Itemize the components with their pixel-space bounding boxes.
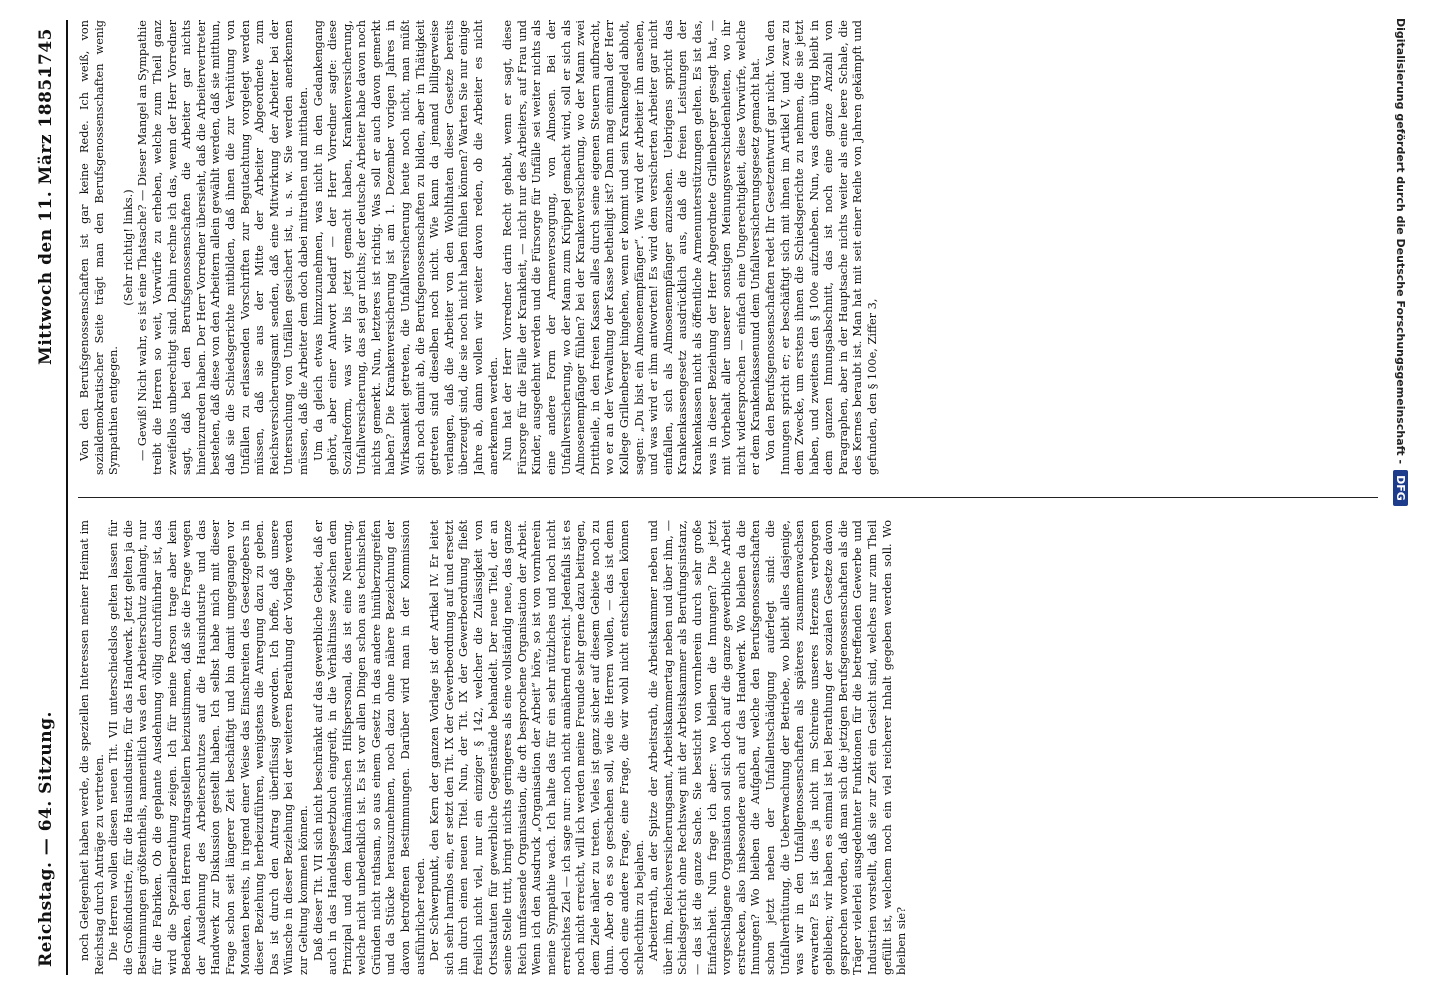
column-divider: [78, 497, 1378, 498]
interjection: (Sehr richtig! links.): [121, 189, 135, 306]
rotated-page-content: [26, 20, 1401, 975]
paragraph: Die Herren wollen diesen neuen Tit. VII unterschiedslos gelten lassen für die Großindustrie, für die Hausindustrie, für das Handwerk. Jetzt gelten ja die Bestimmungen größtentheils, namentlich was den Arbeiterschutz anlangt, nur für die Fabriken. Ob die geplante Ausdehnung völlig durchführbar ist, das wird die Spezialberathung zeigen. Ich für meine Person trage aber kein Bedenken, den Herren Antragstellern beizustimmen, daß sie die Frage wegen der Ausdehnung des Arbeiterschutzes auf die Hausindustrie und das Handwerk zur Diskussion gestellt haben. Ich selbst habe mich mit dieser Frage schon seit längerer Zeit beschäftigt und bin damit umgegangen vor Monaten bereits, in irgend einer Weise das Einschreiten des Gesetzgebers in dieser Beziehung herbeizuführen, wenigstens die Anregung dazu zu geben. Das ist durch den Antrag überflüssig geworden. Ich hoffe, daß unsere Wünsche in dieser Beziehung bei der weiteren Berathung der Vorlage werden zur Geltung kommen können.: [107, 520, 310, 975]
header-date: Mittwoch den 11. März 1885.: [36, 71, 56, 365]
paragraph: Daß dieser Tit. VII sich nicht beschränkt auf das gewerbliche Gebiet, daß er auch in das Handelsgesetzbuch eingreift, in die Verhältnisse zwischen dem Prinzipal und dem kaufmännischen Hilfspersonal, das ist eine Neuerung, welche nicht unbedenklich ist. Es ist vor allen Dingen schon aus technischen Gründen nicht rathsam, so aus einem Gesetz in das andere hinüberzugreifen und da Stücke herauszunehmen, noch dazu ohne nähere Bezeichnung der davon betroffenen Bestimmungen. Darüber wird man in der Kommission ausführlicher reden.: [311, 520, 427, 975]
paragraph: Um da gleich etwas hinzuzunehmen, was nicht in den Gedankengang gehört, aber einer Antwort bedarf — der Herr Vorredner sagte: diese Sozialreform, was wir bis jetzt gemacht haben, Krankenversicherung, Unfallversicherung, das sei gar nichts; der deutsche Arbeiter habe davon noch nichts gemerkt. Nun, letzteres ist richtig. Was soll er auch davon gemerkt haben? Die Krankenversicherung ist am 1. Dezember vorigen Jahres in Wirksamkeit getreten, die Unfallversicherung heute noch nicht, man müßt sich noch damit ab, die Berufsgenossenschaften zu bilden, aber in Thätigkeit getreten sind dieselben noch nicht. Wie kann da jemand billigerweise verlangen, daß die Arbeiter von den Wohlthaten dieser Gesetze bereits überzeugt sind, die sie noch nicht haben fühlen können? Warten Sie nur einige Jahre ab, dann wollen wir weiter davon reden, ob die Arbeiter es nicht anerkennen werden.: [311, 20, 500, 475]
credit-text: Digitalisierung gefördert durch die Deutsche Forschungsgemeinschaft -: [1394, 18, 1407, 465]
page-header: [26, 20, 68, 975]
left-text-column: [78, 520, 1393, 975]
paragraph: Von den Berufsgenossenschaften redet Ihr Gesetzentwurf gar nicht. Von den Innungen spricht er; er beschäftigt sich mit ihnen im Artikel V, und zwar zu dem Zwecke, um erstens ihnen die Schiedsgerichte zu nehmen, die sie jetzt haben, und zweitens den § 100e aufzuheben. Nun, was denn übrig bleibt in dem ganzen Innungsabschnitt, das ist noch eine ganze Anzahl von Paragraphen, aber in der Hauptsache nichts weiter als eine leere Schale, die des Kernes beraubt ist. Man hat mit seit einer Reihe von Jahren gekämpft und gefunden, den § 100e, Ziffer 3,: [763, 20, 880, 475]
paragraph: Nun hat der Herr Vorredner darin Recht gehabt, wenn er sagt, diese Fürsorge für die Fälle der Krankheit, — nicht nur des Arbeiters, auf Frau und Kinder, ausgedehnt werden und die Fürsorge für Unfälle sei weiter nichts als eine andere Form der Armenversorgung, von Almosen. Bei der Unfallversicherung, wo der Mann zum Krüppel gemacht wird, soll er sich als Almosenempfänger fühlen? bei der Krankenversicherung, wo der Mann zwei Drittheile, in den freien Kassen alles durch seine eigenen Steuern aufbracht, wo er an der Verwaltung der Kasse betheiligt ist? Dann mag einmal der Herr Kollege Grillenberger hingehen, wenn er kommt und sein Krankengeld abholt, sagen: „Du bist ein Almosenempfänger“. Wie wird der Arbeiter ihn ansehen, und was wird er ihm antworten! Es wird dem versicherten Arbeiter gar nicht einfallen, sich als Almosenempfänger anzusehen. Uebrigens spricht das Krankenkassengesetz ausdrücklich aus, daß die freien Leistungen der Krankenkassen nicht als öffentliche Armenunterstützungen gelten. Es ist das, was in dieser Beziehung der Herr Abgeordnete Grillenberger gesagt hat, — mit Vorbehalt aller unserer sonstigen Meinungsverschiedenheiten, wo ihr nicht widersprochen — einfach eine Ungerechtigkeit, diese Vorwürfe, welche er dem Krankenkassenund dem Unfallversicherungsgesetz gemacht hat.: [501, 20, 763, 475]
paragraph: — Gewiß! Nicht wahr, es ist eine Thatsache? — Dieser Mangel an Sympathie treibt die Herren so weit, Vorwürfe zu erheben, welche zum Theil ganz zweifellos unberechtigt sind. Dahin rechne ich das, wenn der Herr Vorredner sagt, daß bei den Berufsgenossenschaften die Arbeiter gar nichts hineinzureden haben. Der Herr Vorredner übersieht, daß die Arbeitervertreter bestehen, daß diese von den Arbeitern allein gewählt werden, daß sie mitthun, daß sie die Schiedsgerichte mitbilden, daß ihnen die zur Verhütung von Unfällen zu erlassenden Vorschriften zur Begutachtung vorgelegt werden müssen, daß sie aus der Mitte der Arbeiter Abgeordnete zum Reichsversicherungsamt senden, daß eine Mitwirkung der Arbeiter bei der Untersuchung von Unfällen gesichert ist, u. s. w. Sie werden anerkennen müssen, daß die Arbeiter dem doch dabei mitrathen und mitthaten.: [136, 20, 310, 475]
paragraph: noch Gelegenheit haben werde, die speziellen Interessen meiner Heimat im Reichstag durch Anträge zu vertreten.: [78, 520, 106, 975]
header-session: Reichstag. — 64. Sitzung.: [36, 711, 56, 967]
dfg-logo: DFG: [1393, 470, 1408, 506]
paragraph: Arbeiterrath, an der Spitze der Arbeitsrath, die Arbeitskammer neben und über ihm, Reichsversicherungsamt, Arbeitskammertag neben und über ihm, — Schiedsgericht ohne Rechtsweg mit der Arbeitskammer als Berufungsinstanz, — das ist die ganze Sache. Sie besticht von vornherein durch sehr große Einfachheit. Nun frage ich aber: wo bleiben die Innungen? Die jetzt vorgeschlagene Organisation soll sich doch auf die ganze gewerbliche Arbeit erstrecken, also insbesondere auch auf das Handwerk. Wo bleiben da die Innungen? Wo bleiben die Aufgaben, welche den Berufsgenossenschaften schon jetzt neben der Unfallentschädigung auferlegt sind: die Unfallverhütung, die Ueberwachung der Betriebe, wo bleibt alles dasjenige, was wir in den Unfallgenossenschaften als späteres zusammenwachsen erwarten? Es ist dies ja nicht im Schreine unseres Herzens verborgen geblieben; wir haben es einmal ist bei Berathung der sozialen Gesetze davon gesprochen worden, daß man sich die jetzigen Berufsgenossenschaften als die Träger vielerlei ausgedehnter Funktionen für die betreffenden Gewerbe und Industrien vorstellt, daß sie zur Zeit ein Gesicht sind, welches nur zum Theil gefüllt ist, welchem noch ein viel reicherer Inhalt gegeben werden soll. Wo bleiben sie?: [647, 520, 909, 975]
page-number: 1745: [36, 28, 56, 78]
paragraph: Der Schwerpunkt, den Kern der ganzen Vorlage ist der Artikel IV. Er leitet sich sehr harmlos ein, er setzt den Tit. IX der Gewerbeordnung auf und ersetzt ihn durch einen neuen Titel. Nun, der Tit. IX der Gewerbeordnung fließt freilich nicht viel, nur ein einziger § 142, welcher die Zulässigkeit von Ortsstatuten für gewerbliche Gegenstände behandelt. Der neue Titel, der an seine Stelle tritt, bringt nichts geringeres als eine vollständig neue, das ganze Reich umfassende Organisation, die oft besprochene Organisation der Arbeit. Wenn ich den Ausdruck „Organisation der Arbeit“ höre, so ist von vornherein meine Sympathie wach. Ich halte das für ein sehr nützliches und noch nicht erreichtes Ziel — ich sage nur: noch nicht annähernd erreicht. Jedenfalls ist es noch nicht erreicht, will ich werden meine Freunde sehr gerne dazu beitragen, dem Ziele näher zu treten. Vieles ist ganz sicher auf diesem Gebiete noch zu thun. Aber ob es so geschehen soll, wie die Herren wollen, — das ist denn doch eine andere Frage, eine Frage, die wir wohl nicht entschieden können schlechthin zu bejahen.: [428, 520, 646, 975]
paragraph: Von den Berufsgenossenschaften ist gar keine Rede. Ich weiß, von sozialdemokratischer Seite trägt man den Berufsgenossenschaften wenig Sympathien entgegen.: [78, 20, 121, 475]
right-text-column: [78, 20, 1393, 475]
digitization-credit: [1380, 18, 1410, 978]
